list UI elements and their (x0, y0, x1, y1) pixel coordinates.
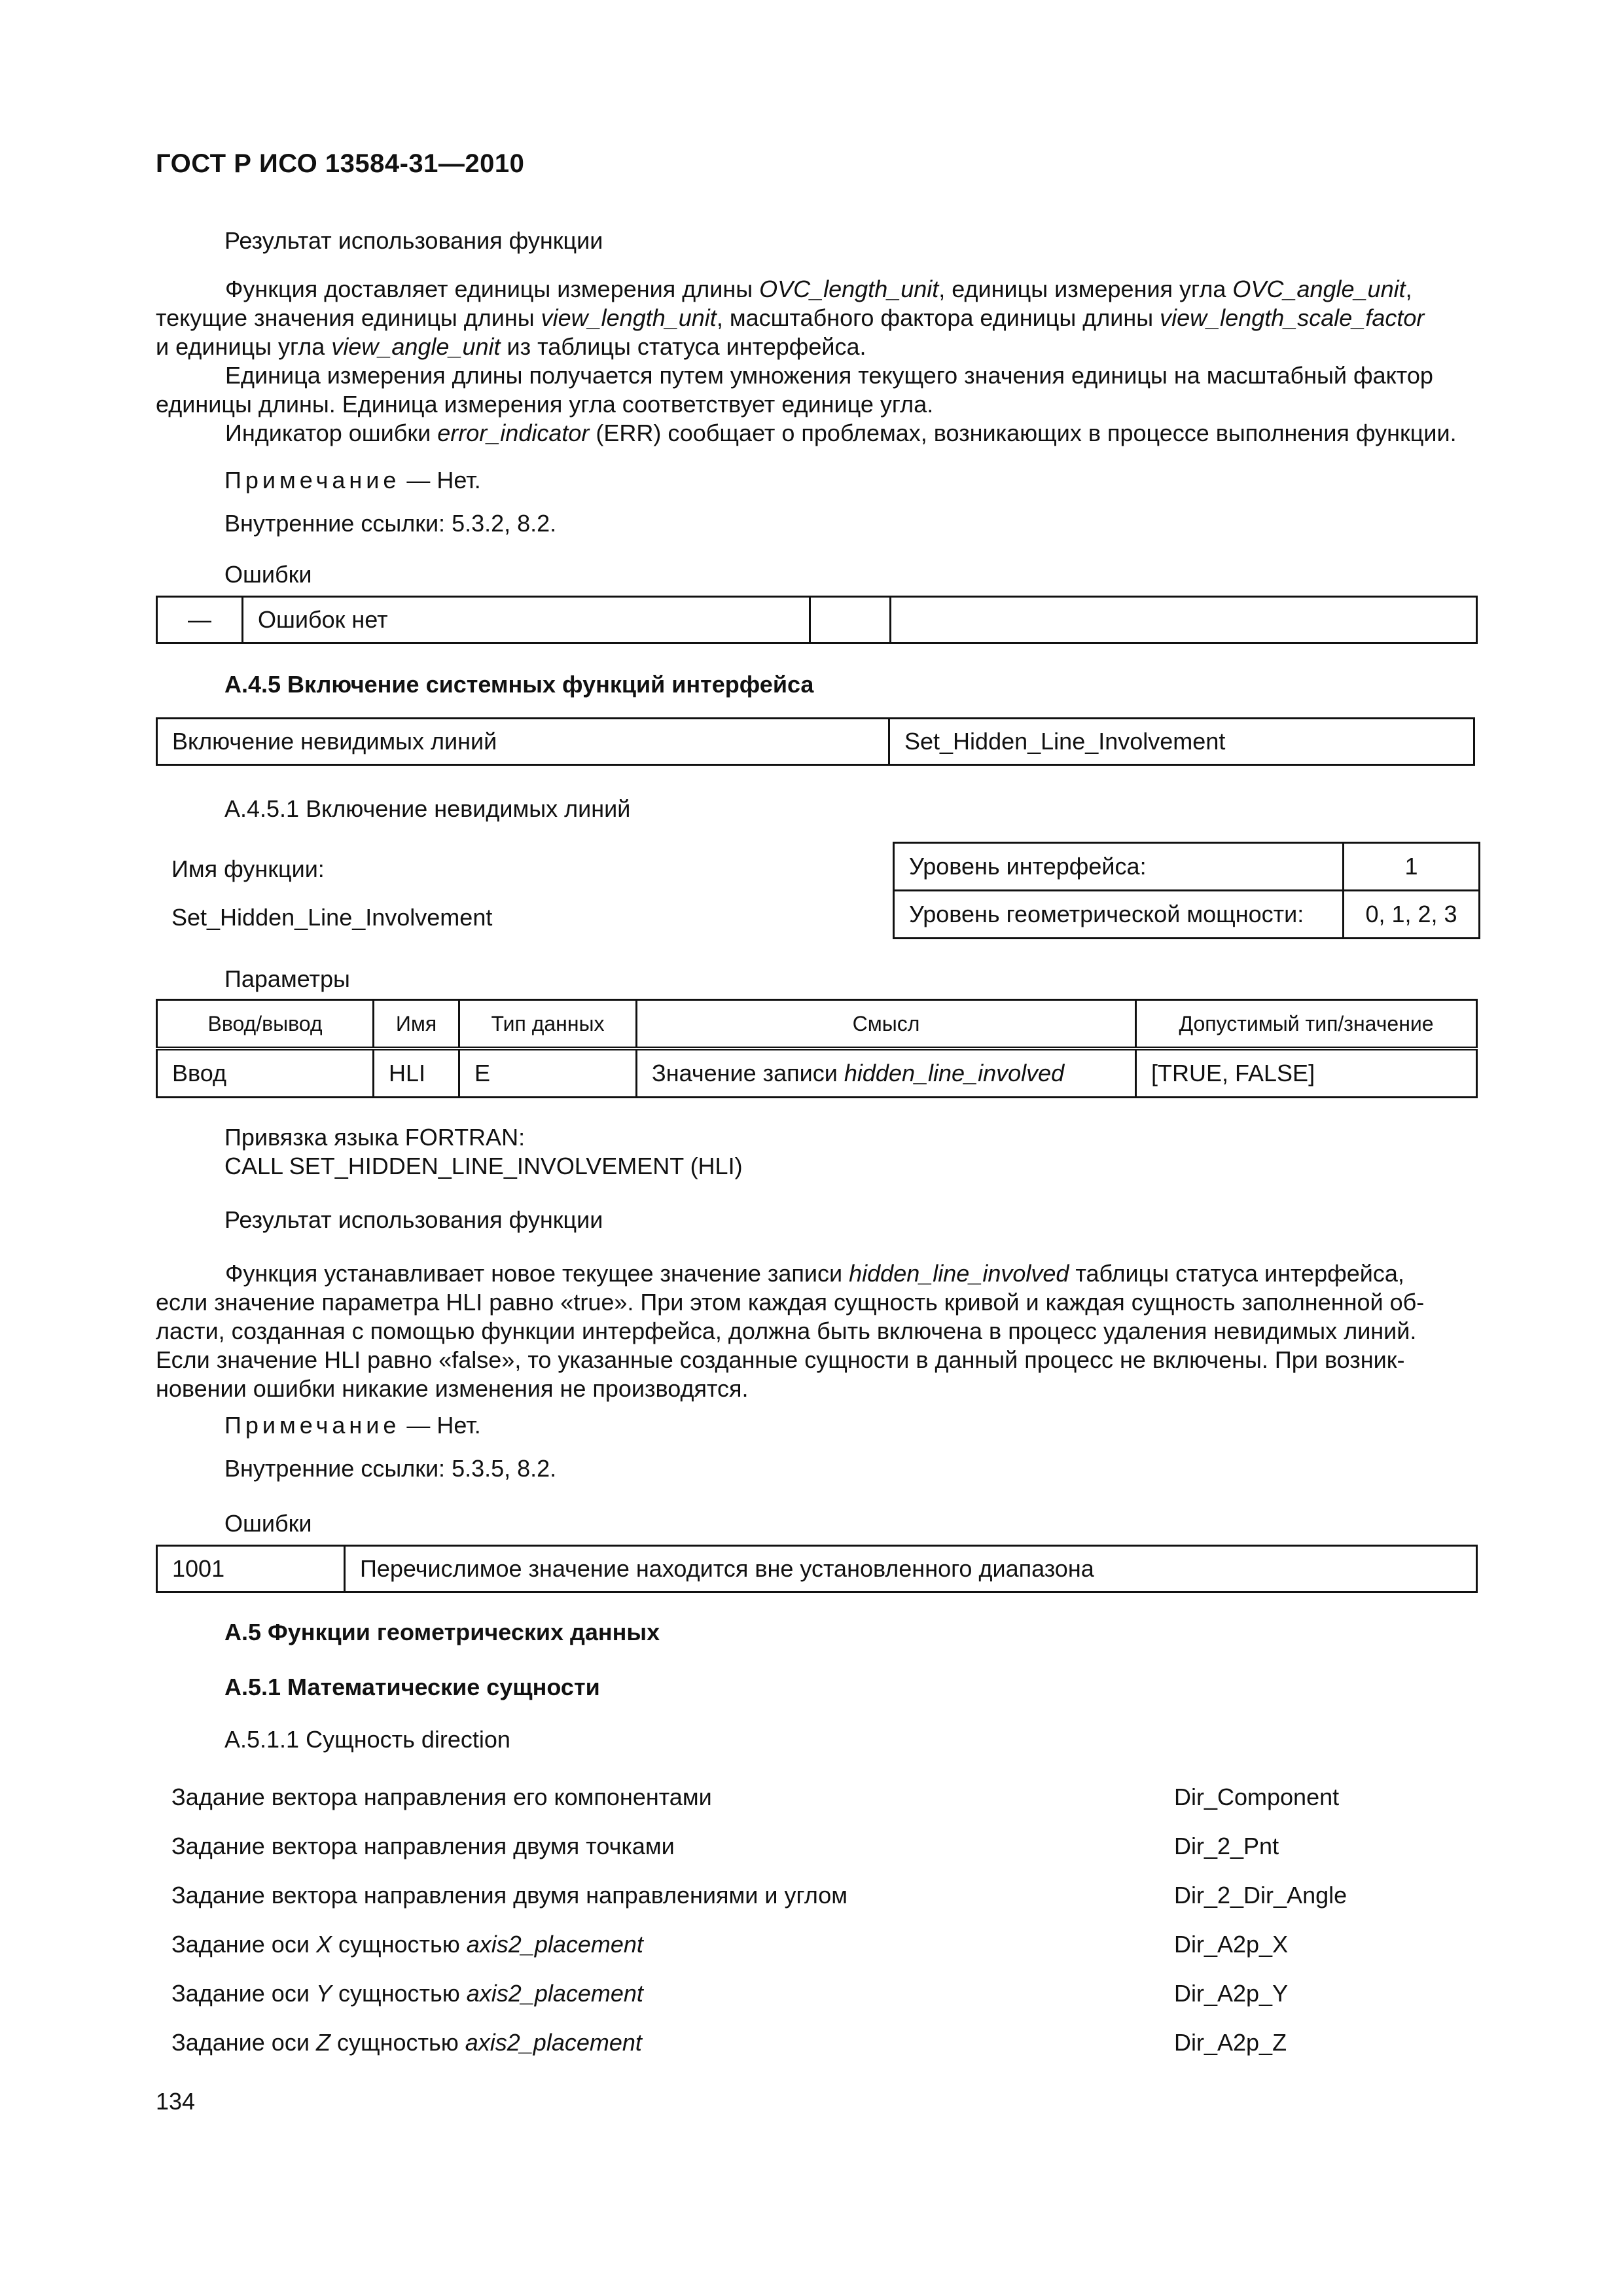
param-io: Ввод (157, 1049, 374, 1098)
list-item-function-code: Dir_A2p_Z (1174, 2029, 1287, 2056)
italic-term: OVC_length_unit (759, 276, 939, 302)
interface-level-label: Уровень интерфейса: (894, 843, 1344, 891)
func-name-label: Имя функции: (171, 855, 325, 882)
fortran-binding-call: CALL SET_HIDDEN_LINE_INVOLVEMENT (HLI) (224, 1153, 743, 1179)
text-span: Задание оси (171, 1931, 316, 1958)
text-span: Задание вектора направления двумя направлениями и углом (171, 1882, 848, 1909)
internal-refs-2: Внутренние ссылки: 5.3.5, 8.2. (224, 1455, 557, 1482)
col-header-type: Тип данных (459, 1000, 637, 1049)
text-span: Задание оси (171, 1980, 316, 2007)
param-name: HLI (374, 1049, 459, 1098)
italic-term: hidden_line_involved (844, 1060, 1065, 1086)
text-span: Индикатор ошибки (225, 420, 438, 446)
paragraph-line (156, 1259, 1474, 1288)
internal-refs-1: Внутренние ссылки: 5.3.2, 8.2. (224, 510, 557, 537)
list-item-function-code: Dir_A2p_Y (1174, 1980, 1289, 2007)
function-name-table (156, 717, 1475, 766)
col-header-meaning: Смысл (637, 1000, 1136, 1049)
paragraph-line (156, 419, 1474, 448)
col-header-allowed: Допустимый тип/значение (1136, 1000, 1477, 1049)
list-item (171, 1979, 1480, 2008)
error-empty-cell (810, 597, 891, 643)
text-span: таблицы статуса интерфейса, (1069, 1260, 1404, 1287)
text-span: (ERR) сообщает о проблемах, возникающих в процессе выполнения функции. (589, 420, 1457, 446)
col-header-io: Ввод/вывод (157, 1000, 374, 1049)
list-item (171, 1832, 1480, 1861)
italic-term: axis2_placement (465, 2029, 642, 2056)
list-item (171, 1881, 1480, 1910)
list-item-function-code: Dir_2_Pnt (1174, 1833, 1279, 1859)
note-value: — Нет. (400, 467, 481, 493)
paragraph-line: ласти, созданная с помощью функции интерфейса, должна быть включена в процесс удаления невидимых линий. (156, 1318, 1417, 1344)
col-header-name: Имя (374, 1000, 459, 1049)
italic-term: Y (315, 1980, 332, 2007)
italic-term: error_indicator (437, 420, 590, 446)
param-allowed: [TRUE, FALSE] (1136, 1049, 1477, 1098)
paragraph-line: единицы длины. Единица измерения угла соответствует единице угла. (156, 391, 934, 418)
note-label: Примечание (224, 1412, 401, 1439)
paragraph-line: Единица измерения длины получается путем умножения текущего значения единицы на масштабный фактор (225, 362, 1433, 389)
paragraph-line: Если значение HLI равно «false», то указанные созданные сущности в данный процесс не включены. При возник- (156, 1346, 1405, 1373)
italic-term: view_angle_unit (331, 333, 501, 360)
table-row (894, 843, 1480, 891)
paragraph-line: если значение параметра HLI равно «true». При этом каждая сущность кривой и каждая сущность заполненной об- (156, 1289, 1425, 1316)
error-code: 1001 (157, 1546, 345, 1592)
italic-term: view_length_unit (541, 304, 717, 331)
note-2 (224, 1411, 481, 1440)
errors-label-1: Ошибки (224, 561, 312, 588)
paragraph-units (156, 275, 1474, 448)
interface-level-value: 1 (1344, 843, 1480, 891)
table-row (157, 719, 1474, 765)
italic-term: view_length_scale_factor (1160, 304, 1425, 331)
note-value: — Нет. (400, 1412, 481, 1439)
error-empty-cell (891, 597, 1477, 643)
errors-table-2 (156, 1545, 1478, 1593)
page-number: 134 (156, 2088, 196, 2115)
note-1 (224, 466, 481, 495)
function-name-ru: Включение невидимых линий (157, 719, 889, 765)
paragraph-line (156, 332, 1474, 361)
param-type: E (459, 1049, 637, 1098)
result-heading-1: Результат использования функции (224, 227, 603, 254)
error-message: Ошибок нет (243, 597, 810, 643)
text-span: Функция устанавливает новое текущее значение записи (225, 1260, 849, 1287)
section-heading-a45: А.4.5 Включение системных функций интерфейса (224, 671, 814, 698)
list-item-function-code: Dir_2_Dir_Angle (1174, 1882, 1347, 1909)
paragraph-line: новении ошибки никакие изменения не производятся. (156, 1375, 749, 1402)
list-item-function-code: Dir_A2p_X (1174, 1931, 1289, 1958)
list-item-description (171, 2029, 642, 2056)
text-span: Задание вектора направления его компонентами (171, 1784, 712, 1810)
text-span: Значение записи (652, 1060, 844, 1086)
geometry-level-value: 0, 1, 2, 3 (1344, 891, 1480, 939)
text-span: , единицы измерения угла (938, 276, 1233, 302)
text-span: Задание оси (171, 2029, 316, 2056)
errors-label-2: Ошибки (224, 1510, 312, 1537)
text-span: , масштабного фактора единицы длины (716, 304, 1160, 331)
subsection-heading-a511: А.5.1.1 Сущность direction (224, 1726, 510, 1753)
function-name-en: Set_Hidden_Line_Involvement (889, 719, 1474, 765)
list-item-description (171, 1882, 847, 1909)
italic-term: Z (315, 2029, 330, 2056)
italic-term: axis2_placement (466, 1931, 643, 1958)
result-heading-2: Результат использования функции (224, 1206, 603, 1233)
list-item-description (171, 1980, 643, 2007)
table-row (157, 597, 1477, 643)
subsection-heading-a51: А.5.1 Математические сущности (224, 1674, 600, 1700)
table-row (157, 1546, 1477, 1592)
list-item (171, 2028, 1480, 2057)
geometry-level-label: Уровень геометрической мощности: (894, 891, 1344, 939)
text-span: сущностью (330, 2029, 465, 2056)
paragraph-result (156, 1259, 1474, 1403)
table-header-row (157, 1000, 1477, 1049)
errors-table-1 (156, 596, 1478, 644)
italic-term: OVC_angle_unit (1232, 276, 1406, 302)
list-item-description (171, 1784, 712, 1810)
error-message: Перечислимое значение находится вне установленного диапазона (345, 1546, 1477, 1592)
list-item (171, 1783, 1480, 1812)
text-span: сущностью (331, 1931, 467, 1958)
document-header: ГОСТ Р ИСО 13584-31—2010 (156, 149, 525, 178)
params-label: Параметры (224, 965, 350, 992)
text-span: и единицы угла (156, 333, 332, 360)
func-name-value: Set_Hidden_Line_Involvement (171, 904, 493, 931)
param-meaning (637, 1049, 1136, 1098)
list-item-description (171, 1931, 643, 1958)
text-span: Функция доставляет единицы измерения длины (225, 276, 760, 302)
params-table (156, 999, 1478, 1098)
levels-table (893, 842, 1480, 939)
text-span: из таблицы статуса интерфейса. (500, 333, 866, 360)
list-item-function-code: Dir_Component (1174, 1784, 1340, 1810)
section-heading-a5: А.5 Функции геометрических данных (224, 1619, 660, 1645)
error-code: — (157, 597, 243, 643)
table-row (894, 891, 1480, 939)
italic-term: X (315, 1931, 332, 1958)
paragraph-line (156, 275, 1474, 304)
note-label: Примечание (224, 467, 401, 493)
text-span: сущностью (331, 1980, 467, 2007)
list-item (171, 1930, 1480, 1959)
paragraph-line (156, 304, 1474, 332)
italic-term: hidden_line_involved (849, 1260, 1069, 1287)
text-span: , (1405, 276, 1412, 302)
subsection-heading-a451: А.4.5.1 Включение невидимых линий (224, 795, 631, 822)
fortran-binding-label: Привязка языка FORTRAN: (224, 1124, 526, 1151)
table-row (157, 1049, 1477, 1098)
text-span: Задание вектора направления двумя точками (171, 1833, 675, 1859)
text-span: текущие значения единицы длины (156, 304, 541, 331)
list-item-description (171, 1833, 675, 1859)
italic-term: axis2_placement (466, 1980, 643, 2007)
